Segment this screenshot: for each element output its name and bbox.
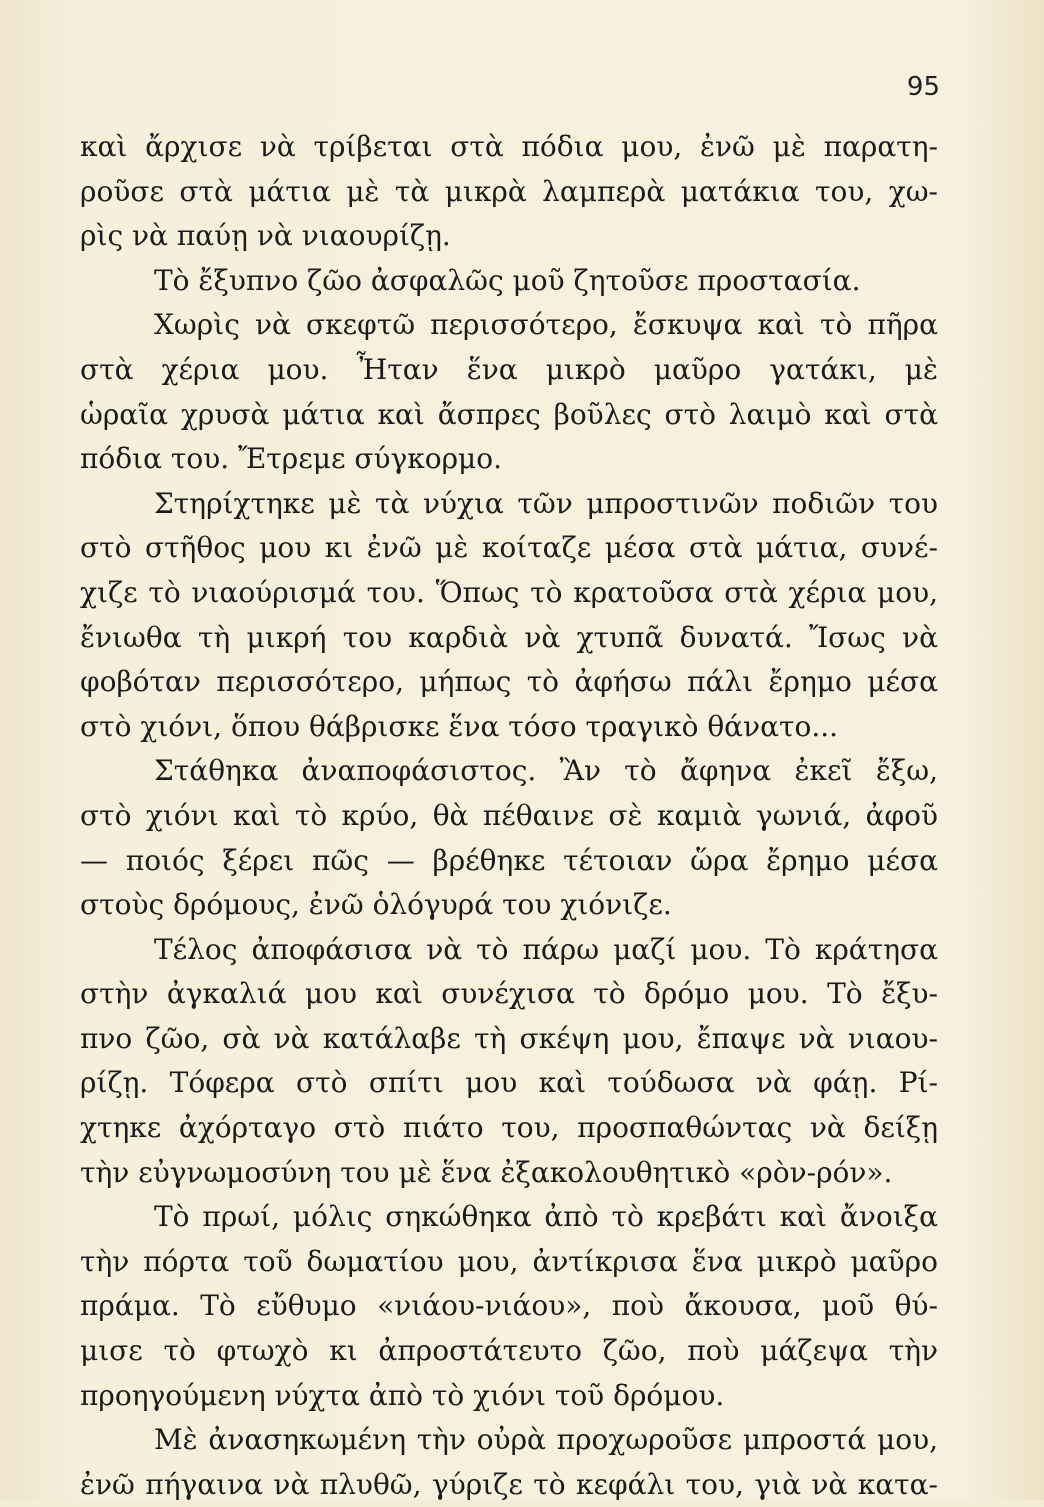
text-line: — ποιός ξέρει πῶς — βρέθηκε τέτοιαν ὥρα ἔρημο μέσα: [80, 843, 938, 877]
paragraph: [80, 749, 938, 927]
text-line: πνο ζῶο, σὰ νὰ κατάλαβε τὴ σκέψη μου, ἔπαψε νὰ νιαου-: [80, 1021, 938, 1055]
text-line: Τέλος ἀποφάσισα νὰ τὸ πάρω μαζί μου. Τὸ κράτησα: [154, 932, 938, 966]
paragraph: [80, 482, 938, 750]
text-line: στὰ χέρια μου. Ἦταν ἕνα μικρὸ μαῦρο γατάκι, μὲ: [80, 352, 938, 386]
text-line: στοὺς δρόμους, ἐνῶ ὁλόγυρά του χιόνιζε.: [80, 888, 672, 922]
text-line: ροῦσε στὰ μάτια μὲ τὰ μικρὰ λαμπερὰ ματάκια του, χω-: [80, 174, 938, 208]
text-line: ὡραῖα χρυσὰ μάτια καὶ ἄσπρες βοῦλες στὸ λαιμὸ καὶ στὰ: [80, 397, 938, 431]
text-line: μισε τὸ φτωχὸ κι ἀπροστάτευτο ζῶο, ποὺ μάζεψα τὴν: [80, 1334, 938, 1368]
text-line: καὶ ἄρχισε νὰ τρίβεται στὰ πόδια μου, ἐνῶ μὲ παρατη-: [80, 130, 938, 163]
text-line: Χωρὶς νὰ σκεφτῶ περισσότερο, ἔσκυψα καὶ τὸ πῆρα: [154, 308, 938, 342]
text-line: χτηκε ἀχόρταγο στὸ πιάτο του, προσπαθώντας νὰ δείξῃ: [80, 1111, 938, 1145]
text-line: φοβόταν περισσότερο, μήπως τὸ ἀφήσω πάλι ἔρημο μέσα: [80, 665, 938, 699]
page-number: 95: [906, 72, 940, 102]
paragraph: [80, 1195, 938, 1418]
paragraph: [80, 259, 938, 304]
text-line: στὸ χιόνι καὶ τὸ κρύο, θὰ πέθαινε σὲ καμιὰ γωνιά, ἀφοῦ: [80, 798, 938, 832]
text-line: Μὲ ἀνασηκωμένη τὴν οὐρὰ προχωροῦσε μπροστά μου,: [154, 1423, 938, 1457]
text-line: τὴν πόρτα τοῦ δωματίου μου, ἀντίκρισα ἕνα μικρὸ μαῦρο: [80, 1244, 938, 1278]
text-line: πράμα. Τὸ εὔθυμο «νιάου-νιάου», ποὺ ἄκουσα, μοῦ θύ-: [80, 1289, 938, 1323]
text-line: τὴν εὐγνωμοσύνη του μὲ ἕνα ἐξακολουθητικὸ «ρὸν-ρόν».: [80, 1155, 893, 1189]
text-line: ἐνῶ πήγαινα νὰ πλυθῶ, γύριζε τὸ κεφάλι του, γιὰ νὰ κατα-: [80, 1467, 938, 1501]
body-text: [80, 125, 938, 1507]
text-line: ἔνιωθα τὴ μικρή του καρδιὰ νὰ χτυπᾶ δυνατά. Ἴσως νὰ: [80, 620, 938, 654]
text-line: Τὸ ἔξυπνο ζῶο ἀσφαλῶς μοῦ ζητοῦσε προστασία.: [154, 263, 861, 297]
paragraph: [80, 1418, 938, 1507]
text-line: στὸ χιόνι, ὅπου θάβρισκε ἕνα τόσο τραγικὸ θάνατο...: [80, 709, 839, 743]
text-line: χιζε τὸ νιαούρισμά του. Ὅπως τὸ κρατοῦσα στὰ χέρια μου,: [80, 575, 938, 609]
paragraph: [80, 928, 938, 1196]
text-line: στὴν ἀγκαλιά μου καὶ συνέχισα τὸ δρόμο μου. Τὸ ἔξυ-: [80, 977, 938, 1011]
paragraph: [80, 303, 938, 481]
text-line: προηγούμενη νύχτα ἀπὸ τὸ χιόνι τοῦ δρόμου.: [80, 1378, 725, 1412]
paragraph: [80, 125, 938, 259]
text-line: στὸ στῆθος μου κι ἐνῶ μὲ κοίταζε μέσα στὰ μάτια, συνέ-: [80, 531, 938, 565]
text-line: Τὸ πρωί, μόλις σηκώθηκα ἀπὸ τὸ κρεβάτι καὶ ἄνοιξα: [154, 1200, 938, 1234]
text-line: Στηρίχτηκε μὲ τὰ νύχια τῶν μπροστινῶν ποδιῶν του: [154, 486, 938, 520]
text-line: ρίζῃ. Τόφερα στὸ σπίτι μου καὶ τούδωσα νὰ φάῃ. Ρί-: [80, 1066, 938, 1100]
text-line: πόδια του. Ἔτρεμε σύγκορμο.: [80, 442, 503, 476]
text-line: Στάθηκα ἀναποφάσιστος. Ἂν τὸ ἄφηνα ἐκεῖ ἔξω,: [154, 754, 938, 788]
text-line: ρὶς νὰ παύῃ νὰ νιαουρίζῃ.: [80, 219, 451, 253]
